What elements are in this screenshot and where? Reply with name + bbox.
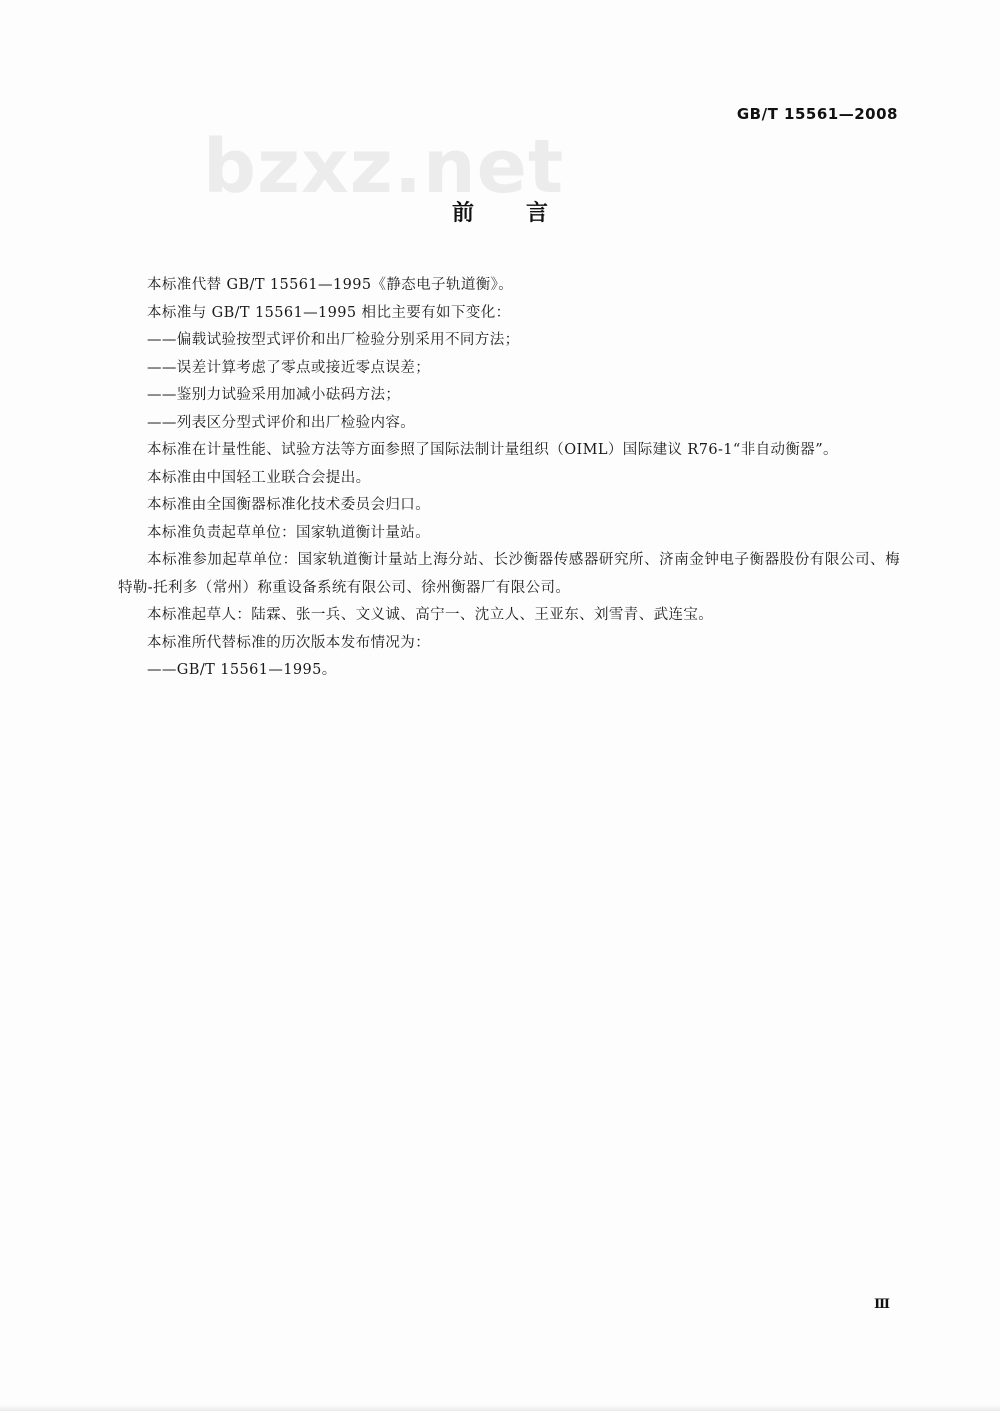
- preface-body: [118, 272, 900, 685]
- paragraph-participating-drafters: 本标准参加起草单位：国家轨道衡计量站上海分站、长沙衡器传感器研究所、济南金钟电子衡器股份有限公司、梅特勒-托利多（常州）称重设备系统有限公司、徐州衡器厂有限公司。: [118, 552, 900, 596]
- change-item: ——鉴别力试验采用加减小砝码方法；: [147, 387, 401, 403]
- paragraph-committee: 本标准由全国衡器标准化技术委员会归口。: [147, 497, 431, 513]
- page-title: 前言: [451, 201, 600, 226]
- page-number: Ⅲ: [874, 1297, 890, 1312]
- history-item: ——GB/T 15561—1995。: [147, 662, 337, 678]
- paragraph-changes-intro: 本标准与 GB/T 15561—1995 相比主要有如下变化：: [147, 304, 511, 321]
- paragraph-proposer: 本标准由中国轻工业联合会提出。: [147, 469, 371, 486]
- paragraph-history-intro: 本标准所代替标准的历次版本发布情况为：: [147, 634, 431, 651]
- paragraph-lead-drafter: 本标准负责起草单位：国家轨道衡计量站。: [147, 524, 431, 541]
- paragraph-oiml-reference: 本标准在计量性能、试验方法等方面参照了国际法制计量组织（OIML）国际建议 R76-1“非自动衡器”。: [147, 442, 838, 458]
- paragraph-drafters: 本标准起草人：陆霖、张一兵、文义诚、高宁一、沈立人、王亚东、刘雪青、武连宝。: [147, 607, 714, 623]
- change-item: ——列表区分型式评价和出厂检验内容。: [147, 414, 416, 431]
- change-item: ——误差计算考虑了零点或接近零点误差；: [147, 359, 431, 376]
- scan-edge-divider: [0, 1405, 1000, 1411]
- paragraph-supersedes: 本标准代替 GB/T 15561—1995《静态电子轨道衡》。: [147, 277, 514, 293]
- change-item: ——偏载试验按型式评价和出厂检验分别采用不同方法；: [147, 332, 520, 348]
- watermark-text: bzxz.net: [203, 124, 565, 210]
- standard-number: GB/T 15561—2008: [736, 105, 898, 123]
